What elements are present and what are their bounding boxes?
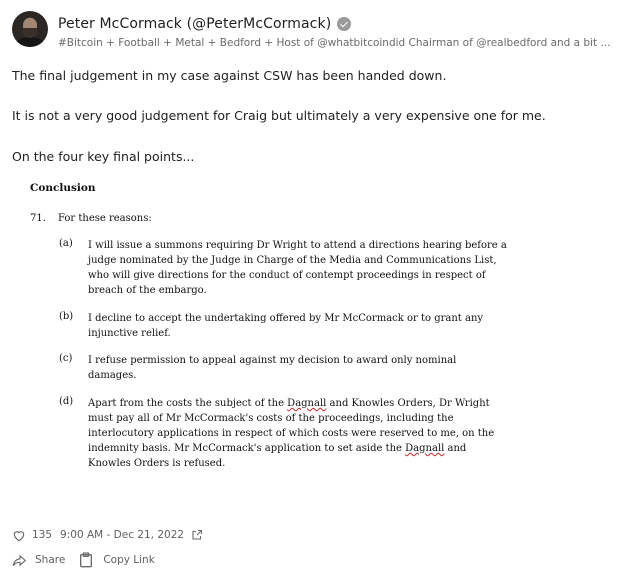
copy-link-button[interactable] <box>79 552 154 568</box>
item-line <box>88 396 488 411</box>
item-line <box>88 441 488 456</box>
attached-document-image[interactable] <box>30 180 507 480</box>
heart-outline-icon[interactable] <box>12 529 26 542</box>
author-name-row <box>58 15 351 33</box>
item-line: must pay all of Mr McCormack's costs of the proceedings, including the <box>88 413 454 424</box>
item-marker: (d) <box>59 396 74 407</box>
spellcheck-word: Dagnall <box>405 443 445 454</box>
item-line: I will issue a summons requiring Dr Wright to attend a directions hearing before a <box>88 240 507 251</box>
post-header <box>12 10 618 54</box>
paragraph-number: 71. <box>30 213 46 224</box>
author-display-name[interactable]: Peter McCormack (@PeterMcCormack) <box>58 16 332 32</box>
post-paragraph-2: It is not a very good judgement for Craig but ultimately a very expensive one for me. <box>12 108 546 123</box>
external-link-icon[interactable] <box>191 529 203 541</box>
item-line: interlocutory applications in respect of which costs were reserved to me, on the <box>88 428 495 439</box>
item-line: who will give directions for the conduct of contempt proceedings in respect of <box>88 270 486 281</box>
item-line-part: indemnity basis. Mr McCormack's application to set aside the <box>88 443 406 454</box>
item-line: I decline to accept the undertaking offered by Mr McCormack or to grant any <box>88 313 484 324</box>
document-intro <box>30 213 152 224</box>
item-line: Knowles Orders is refused. <box>88 458 226 469</box>
item-line: I refuse permission to appeal against my decision to award only nominal <box>88 355 457 366</box>
post-timestamp[interactable]: 9:00 AM - Dec 21, 2022 <box>60 529 185 541</box>
like-count[interactable]: 135 <box>32 529 53 541</box>
clipboard-icon <box>79 552 93 568</box>
copy-link-label: Copy Link <box>103 554 155 566</box>
post-paragraph-1: The final judgement in my case against CSW has been handed down. <box>12 68 447 83</box>
item-line: judge nominated by the Judge in Charge of the Media and Communications List, <box>88 255 497 266</box>
post-meta <box>12 527 203 543</box>
item-marker: (c) <box>59 353 73 364</box>
avatar[interactable] <box>12 11 48 47</box>
item-line: breach of the embargo. <box>88 285 207 296</box>
share-arrow-icon <box>12 554 27 567</box>
item-line: injunctive relief. <box>88 328 171 339</box>
item-marker: (a) <box>59 238 73 249</box>
document-heading: Conclusion <box>30 182 96 194</box>
item-line: damages. <box>88 370 137 381</box>
share-label: Share <box>35 554 66 566</box>
item-marker: (b) <box>59 311 74 322</box>
post-actions <box>12 551 155 569</box>
post-paragraph-3: On the four key final points... <box>12 149 195 164</box>
item-line-part: and <box>444 443 467 454</box>
verified-badge-icon <box>337 17 351 31</box>
intro-text: For these reasons: <box>58 213 152 224</box>
author-bio: #Bitcoin + Football + Metal + Bedford + Host of @whatbitcoindid Chairman of @realbedford and a bit ... <box>58 37 611 49</box>
spellcheck-word: Dagnall <box>287 398 327 409</box>
item-line-part: Apart from the costs the subject of the <box>88 398 288 409</box>
item-line-part: and Knowles Orders, Dr Wright <box>326 398 490 409</box>
share-button[interactable] <box>12 554 65 567</box>
